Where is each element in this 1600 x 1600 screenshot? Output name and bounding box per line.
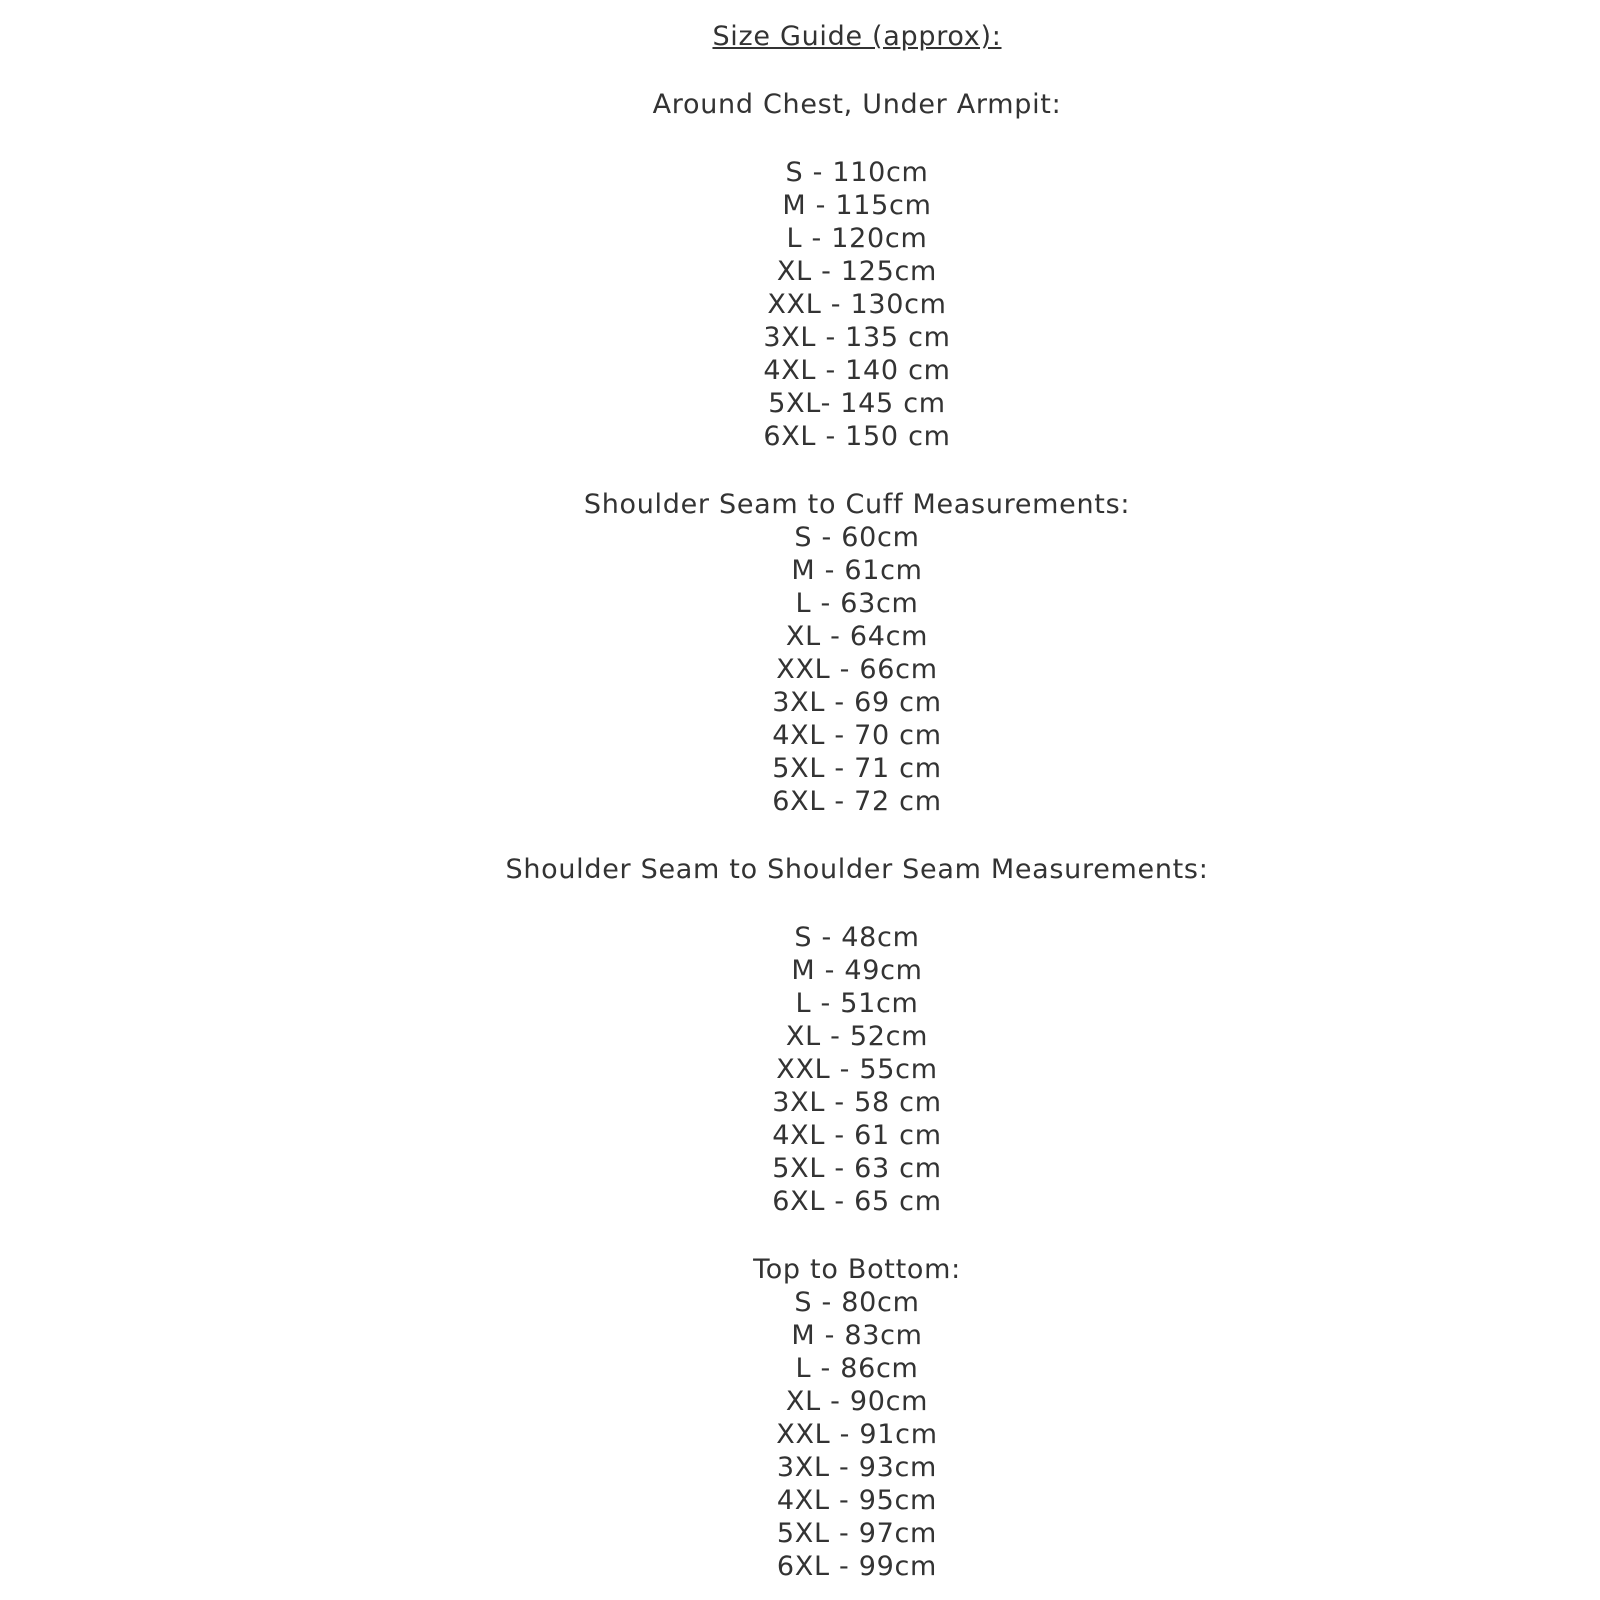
section-heading: Shoulder Seam to Cuff Measurements: — [583, 489, 1131, 520]
size-measurement-row: 4XL - 140 cm — [763, 355, 951, 386]
size-measurement-row: 4XL - 95cm — [776, 1485, 938, 1516]
size-measurement-row: 5XL - 97cm — [776, 1518, 938, 1549]
size-measurement-row: XL - 125cm — [776, 256, 938, 287]
size-measurement-row: XL - 90cm — [785, 1386, 929, 1417]
title-paragraph — [114, 20, 1600, 53]
size-measurement-row: 3XL - 93cm — [776, 1452, 938, 1483]
size-measurement-row: XXL - 66cm — [776, 654, 938, 685]
size-measurement-row: XXL - 130cm — [767, 289, 947, 320]
section-paragraph — [114, 88, 1600, 121]
size-measurement-row: XL - 52cm — [785, 1021, 929, 1052]
size-measurement-row: S - 80cm — [794, 1287, 920, 1318]
section-items-paragraph — [114, 156, 1600, 453]
size-measurement-row: 5XL - 63 cm — [772, 1153, 942, 1184]
size-measurement-row: 6XL - 65 cm — [772, 1186, 942, 1217]
size-measurement-row: 3XL - 135 cm — [763, 322, 951, 353]
size-measurement-row: 3XL - 69 cm — [772, 687, 942, 718]
section-items-paragraph — [114, 921, 1600, 1218]
size-measurement-row: 4XL - 61 cm — [772, 1120, 942, 1151]
size-measurement-row: S - 110cm — [785, 157, 929, 188]
size-measurement-row: L - 63cm — [795, 588, 919, 619]
section-paragraph — [114, 853, 1600, 886]
size-measurement-row: M - 49cm — [791, 955, 923, 986]
section-paragraph — [114, 488, 1600, 818]
size-measurement-row: L - 51cm — [795, 988, 919, 1019]
section-heading: Top to Bottom: — [753, 1254, 961, 1285]
size-guide-sections — [114, 88, 1600, 1583]
size-measurement-row: 5XL- 145 cm — [768, 388, 946, 419]
page-title: Size Guide (approx): — [712, 21, 1002, 52]
size-measurement-row: XXL - 55cm — [776, 1054, 938, 1085]
section-heading: Around Chest, Under Armpit: — [652, 89, 1062, 120]
size-measurement-row: 6XL - 99cm — [776, 1551, 938, 1582]
size-measurement-row: 4XL - 70 cm — [772, 720, 942, 751]
size-measurement-row: L - 120cm — [786, 223, 928, 254]
size-measurement-row: M - 83cm — [791, 1320, 923, 1351]
size-measurement-row: M - 115cm — [782, 190, 932, 221]
section-heading: Shoulder Seam to Shoulder Seam Measurements: — [505, 854, 1209, 885]
size-measurement-row: 5XL - 71 cm — [772, 753, 942, 784]
size-measurement-row: L - 86cm — [795, 1353, 919, 1384]
section-paragraph — [114, 1253, 1600, 1583]
size-measurement-row: S - 60cm — [794, 522, 920, 553]
size-measurement-row: 6XL - 72 cm — [772, 786, 942, 817]
size-measurement-row: XXL - 91cm — [776, 1419, 938, 1450]
size-measurement-row: XL - 64cm — [785, 621, 929, 652]
size-measurement-row: 6XL - 150 cm — [763, 421, 951, 452]
size-measurement-row: M - 61cm — [791, 555, 923, 586]
size-measurement-row: S - 48cm — [794, 922, 920, 953]
size-measurement-row: 3XL - 58 cm — [772, 1087, 942, 1118]
